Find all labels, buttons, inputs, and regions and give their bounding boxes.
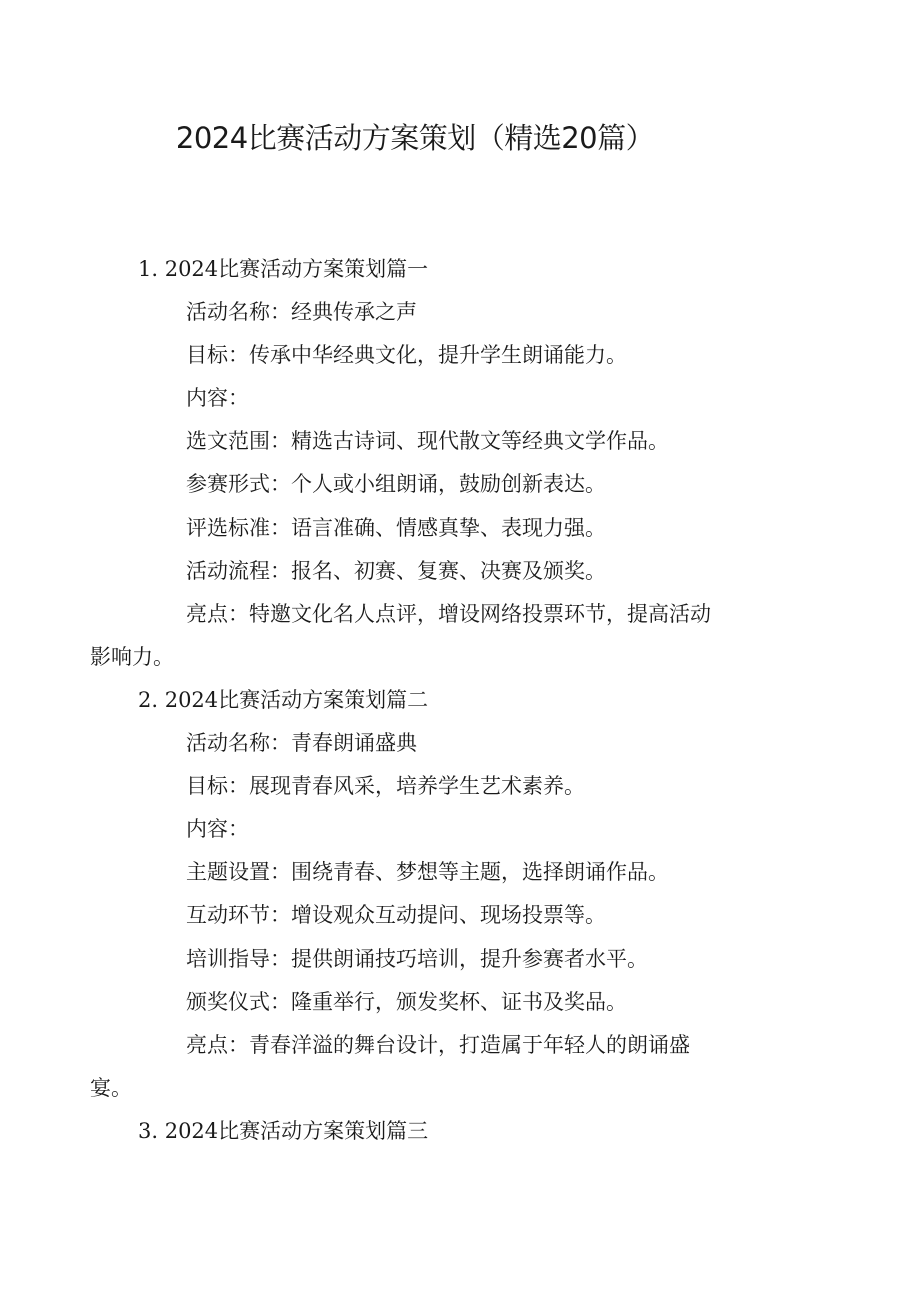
content-item: 参赛形式：个人或小组朗诵，鼓励创新表达。 — [186, 472, 606, 497]
highlight-paragraph — [90, 593, 778, 679]
content-item: 评选标准：语言准确、情感真挚、表现力强。 — [186, 515, 606, 540]
section-heading-1: 1. 2024比赛活动方案策划篇一 — [138, 257, 429, 281]
content-item: 互动环节：增设观众互动提问、现场投票等。 — [186, 903, 606, 928]
highlight-line: 亮点：青春洋溢的舞台设计，打造属于年轻人的朗诵盛 — [186, 1032, 690, 1057]
activity-name: 活动名称：青春朗诵盛典 — [186, 731, 417, 756]
content-item: 颁奖仪式：隆重举行，颁发奖杯、证书及奖品。 — [186, 989, 627, 1014]
activity-goal: 目标：展现青春风采，培养学生艺术素养。 — [186, 774, 585, 799]
highlight-paragraph — [90, 1024, 778, 1110]
content-item: 活动流程：报名、初赛、复赛、决赛及颁奖。 — [186, 558, 606, 583]
content-label: 内容： — [186, 386, 249, 411]
document-title: 2024比赛活动方案策划（精选20篇） — [175, 121, 655, 155]
activity-name: 活动名称：经典传承之声 — [186, 300, 417, 325]
highlight-line: 亮点：特邀文化名人点评，增设网络投票环节，提高活动 — [186, 601, 711, 626]
content-label: 内容： — [186, 817, 249, 842]
document-body — [90, 248, 778, 1153]
section-heading-3: 3. 2024比赛活动方案策划篇三 — [138, 1118, 429, 1143]
highlight-line-continued: 宴。 — [90, 1075, 132, 1100]
section-heading-2: 2. 2024比赛活动方案策划篇二 — [138, 687, 429, 712]
content-item: 培训指导：提供朗诵技巧培训，提升参赛者水平。 — [186, 946, 648, 971]
activity-goal: 目标：传承中华经典文化，提升学生朗诵能力。 — [186, 343, 627, 368]
highlight-line-continued: 影响力。 — [90, 644, 174, 669]
content-item: 主题设置：围绕青春、梦想等主题，选择朗诵作品。 — [186, 860, 669, 885]
content-item: 选文范围：精选古诗词、现代散文等经典文学作品。 — [186, 429, 669, 454]
